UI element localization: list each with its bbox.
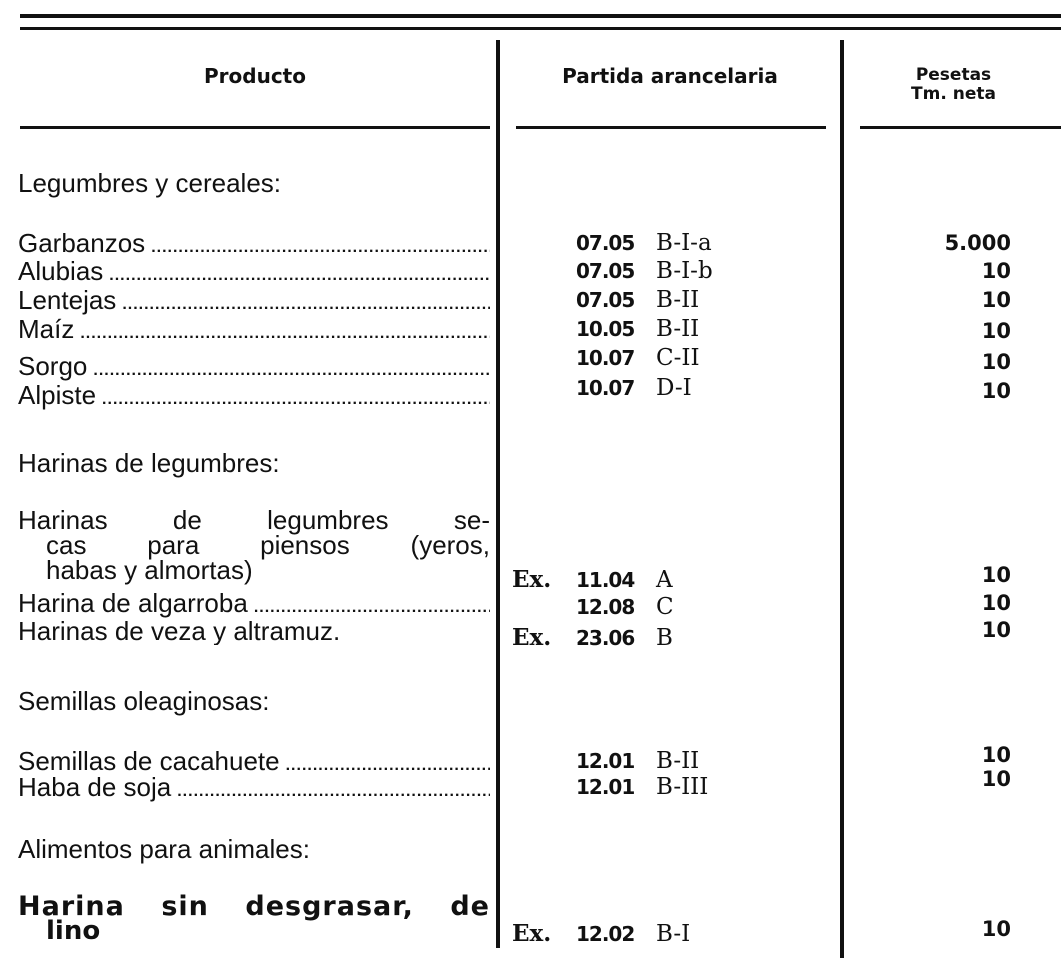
tariff-code bbox=[512, 594, 832, 621]
tariff-sub: B-II bbox=[656, 287, 700, 313]
leader-dots bbox=[103, 262, 490, 289]
leader-dots bbox=[96, 386, 490, 413]
leader-dots bbox=[87, 357, 490, 384]
tariff-sub: C bbox=[656, 594, 674, 620]
tariff-code bbox=[512, 624, 832, 652]
header-underline-partida bbox=[516, 126, 826, 129]
column-divider-1 bbox=[496, 40, 500, 948]
product-name: Harina de algarroba bbox=[18, 590, 248, 618]
section-title: Harinas de legumbres: bbox=[18, 448, 280, 478]
product-row bbox=[18, 353, 490, 384]
tariff-sub: A bbox=[656, 567, 673, 593]
product-line-with-dots bbox=[18, 555, 490, 585]
price-value: 10 bbox=[981, 259, 1011, 283]
top-rule-2 bbox=[20, 27, 1061, 30]
price-value: 5.000 bbox=[944, 231, 1011, 255]
tariff-sub: B-I-b bbox=[656, 258, 713, 284]
section-title: Legumbres y cereales: bbox=[18, 168, 282, 198]
tariff-sub: B-II bbox=[656, 748, 700, 774]
tariff-number: 12.08 bbox=[576, 595, 635, 619]
tariff-code bbox=[512, 316, 832, 343]
tariff-number: 10.07 bbox=[576, 376, 635, 400]
product-name: Harinas de veza y altramuz. bbox=[18, 618, 341, 645]
tariff-code bbox=[512, 748, 832, 775]
tariff-number: 12.01 bbox=[576, 775, 635, 799]
section-title: Alimentos para animales: bbox=[18, 834, 310, 864]
price-value: 10 bbox=[981, 743, 1011, 767]
product-line: Harina sin desgrasar, de bbox=[18, 891, 490, 922]
tariff-number: 23.06 bbox=[576, 626, 635, 650]
leader-dots bbox=[171, 778, 490, 805]
section-title: Semillas oleaginosas: bbox=[18, 686, 270, 716]
tariff-number: 07.05 bbox=[576, 231, 635, 255]
leader-dots bbox=[74, 320, 490, 347]
product-line: habas y almortas) bbox=[46, 555, 253, 585]
tariff-number: 07.05 bbox=[576, 288, 635, 312]
header-pesetas bbox=[846, 66, 1061, 104]
product-name: Maíz bbox=[18, 316, 75, 344]
tariff-sub: B bbox=[656, 625, 673, 651]
header-pesetas-line1: Pesetas bbox=[915, 65, 992, 85]
product-name: Semillas de cacahuete bbox=[18, 748, 280, 776]
price-value: 10 bbox=[981, 917, 1011, 941]
price-value: 10 bbox=[981, 379, 1011, 403]
product-row bbox=[18, 618, 490, 645]
leader-dots bbox=[145, 234, 490, 261]
tariff-number: 10.07 bbox=[576, 346, 635, 370]
price-value: 10 bbox=[981, 350, 1011, 374]
header-partida: Partida arancelaria bbox=[562, 64, 778, 88]
product-row bbox=[18, 258, 490, 289]
tariff-sub: B-I-a bbox=[656, 230, 712, 256]
header-underline-pesetas bbox=[860, 126, 1061, 129]
price-value: 10 bbox=[981, 618, 1011, 642]
product-row-multiline bbox=[18, 505, 490, 585]
tariff-sub: D-I bbox=[656, 375, 692, 401]
price-value: 10 bbox=[981, 563, 1011, 587]
tariff-code bbox=[512, 920, 832, 948]
product-row bbox=[18, 774, 490, 805]
product-row-multiline bbox=[18, 891, 490, 946]
product-row bbox=[18, 287, 490, 318]
price-value: 10 bbox=[981, 288, 1011, 312]
tariff-sub: B-II bbox=[656, 316, 700, 342]
header-pesetas-line2: Tm. neta bbox=[911, 84, 996, 104]
product-name: Alpiste bbox=[18, 382, 97, 410]
tariff-sub: B-I bbox=[656, 921, 691, 947]
tariff-sub: C-II bbox=[656, 345, 700, 371]
product-name: Garbanzos bbox=[18, 230, 146, 258]
product-name: Alubias bbox=[18, 258, 104, 286]
product-name: Sorgo bbox=[18, 353, 88, 381]
product-name: Haba de soja bbox=[18, 774, 172, 802]
leader-dots bbox=[116, 291, 490, 318]
tariff-code bbox=[512, 774, 832, 801]
product-line: cas para piensos (yeros, bbox=[46, 530, 490, 560]
top-rule-1 bbox=[20, 14, 1061, 18]
header-underline-producto bbox=[20, 126, 490, 129]
header-producto: Producto bbox=[204, 64, 306, 88]
price-value: 10 bbox=[981, 591, 1011, 615]
product-line: Harinas de legumbres se- bbox=[18, 505, 490, 535]
tariff-number: 12.01 bbox=[576, 749, 635, 773]
tariff-code bbox=[512, 230, 832, 257]
tariff-code bbox=[512, 287, 832, 314]
leader-dots bbox=[248, 594, 490, 621]
product-row bbox=[18, 316, 490, 347]
column-divider-2 bbox=[840, 40, 844, 958]
product-row bbox=[18, 382, 490, 413]
tariff-code bbox=[512, 258, 832, 285]
tariff-number: 11.04 bbox=[576, 568, 635, 592]
tariff-code bbox=[512, 566, 832, 594]
price-value: 10 bbox=[981, 767, 1011, 791]
tariff-sub: B-III bbox=[656, 774, 709, 800]
ex-prefix: Ex. bbox=[512, 624, 552, 651]
ex-prefix: Ex. bbox=[512, 566, 552, 593]
tariff-number: 12.02 bbox=[576, 922, 635, 946]
tariff-code bbox=[512, 375, 832, 402]
tariff-number: 07.05 bbox=[576, 259, 635, 283]
product-name: Lentejas bbox=[18, 287, 117, 315]
tariff-number: 10.05 bbox=[576, 317, 635, 341]
product-line-with-dots bbox=[18, 916, 490, 946]
product-line: lino bbox=[46, 916, 101, 946]
product-row bbox=[18, 230, 490, 261]
product-row bbox=[18, 590, 490, 621]
ex-prefix: Ex. bbox=[512, 920, 552, 947]
tariff-code bbox=[512, 345, 832, 372]
price-value: 10 bbox=[981, 319, 1011, 343]
